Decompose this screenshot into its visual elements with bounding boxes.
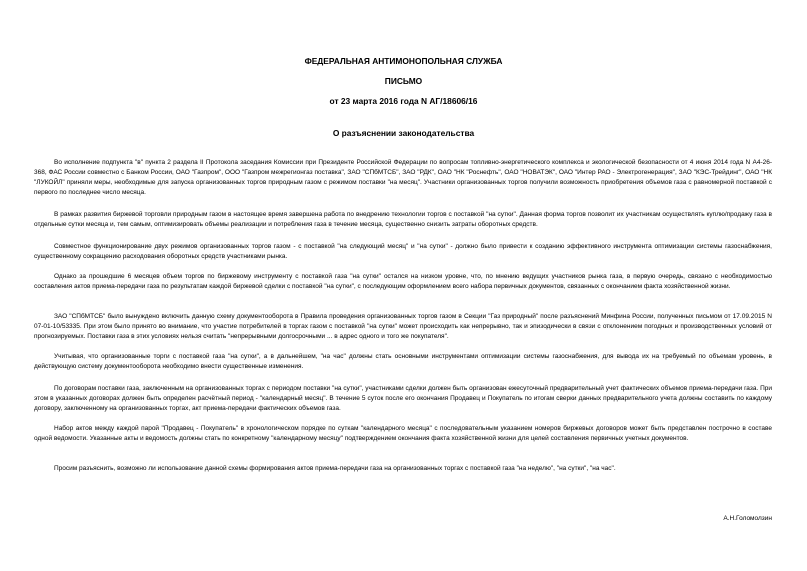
document-type: ПИСЬМО (384, 76, 423, 86)
paragraph-5: ЗАО "СПбМТСБ" было вынуждено включить данную схему документооборота в Правила проведения организованных торгов газом в Секции "Газ природный" после разъяснений Минфина России, полученных письмом от 17.09.2015 N 07-01-10/53335. При этом было принято во внимание, что участие потребителей в торгах газом с поставкой "на сутки" может происходить как непрерывно, так и эпизодически в связи с отклонением погодных и производственных условий от прогнозируемых. Поставки газа в этих условиях нельзя считать "непрерывными долгосрочными ... в адрес одного и того же покупателя". (34, 313, 772, 340)
document-subject: О разъяснении законодательства (332, 128, 475, 138)
paragraph-8: Набор актов между каждой парой "Продавец - Покупатель" в хронологическом порядке по суткам "календарного месяца" с последовательным указанием номеров биржевых договоров может быть представлен построчно в составе одной ведомости. Указанные акты и ведомость должны стать по конкретному "календарному месяцу" подтверждением окончания факта хозяйственной жизни для целей составления первичных учетных документов. (34, 425, 772, 442)
agency-name: ФЕДЕРАЛЬНАЯ АНТИМОНОПОЛЬНАЯ СЛУЖБА (304, 56, 503, 66)
paragraph-6: Учитывая, что организованные торги с поставкой газа "на сутки", а в дальнейшем, "на час" должны стать основными инструментами оптимизации системы газоснабжения, для вывода их на требуемый по объемам уровень, в действующую систему документооборота необходимо внести существенные изменения. (34, 353, 772, 370)
paragraph-7: По договорам поставки газа, заключенным на организованных торгах с периодом поставки "на сутки", участниками сделки должен быть организован ежесуточный предварительный учет фактических объемов приема-передачи газа. При этом в указанных договорах должен быть определен расчётный период - "календарный месяц". В течение 5 суток после его окончания Продавец и Покупатель по итогам сверки данных предварительного учета должны составить по каждому договору, заключенному на организованных торгах, акт приема-передачи фактических объемов газа. (34, 385, 772, 412)
paragraph-1: Во исполнение подпункта "в" пункта 2 раздела II Протокола заседания Комиссии при Президенте Российской Федерации по вопросам топливно-энергетического комплекса и экологической безопасности от 4 июня 2014 года N А4-26-368, ФАС России совместно с Банком России, ОАО "Газпром", ООО "Газпром межрегионгаз поставка", ЗАО "СПбМТСБ", ЗАО "РДК", ОАО "НК "Роснефть", ОАО "НОВАТЭК", ОАО "Интер РАО - Электрогенерация", ЗАО "КЭС-Трейдинг", ОАО "НК "ЛУКОЙЛ" приняли меры, необходимые для запуска организованных торгов природным газом с режимом поставки "на месяц". Участники организованных торгов получили возможность приобретения объемов газа с равномерной поставкой с первого по последнее число месяца. (34, 159, 772, 196)
paragraph-2: В рамках развития биржевой торговли природным газом в настоящее время завершена работа по внедрению технологии торгов с поставкой "на сутки". Данная форма торгов позволит их участникам осуществлять куплю/продажу газа в отдельные сутки месяца и, тем самым, оптимизировать объемы реализации и потребления газа в течение месяца, существенно снизить затраты оборотных средств. (34, 211, 772, 228)
signature: А.Н.Голомолзин (723, 515, 772, 522)
paragraph-9: Просим разъяснить, возможно ли использование данной схемы формирования актов приема-передачи газа на организованных торгах с поставкой газа "на неделю", "на сутки", "на час". (54, 465, 616, 472)
paragraph-3: Совместное функционирование двух режимов организованных торгов газом - с поставкой "на следующий месяц" и "на сутки" - должно было привести к созданию эффективного инструмента оптимизации системы газоснабжения, существенному сокращению расходования оборотных средств участниками рынка. (34, 243, 772, 260)
document-date-number: от 23 марта 2016 года N АГ/18606/16 (329, 96, 478, 106)
paragraph-4: Однако за прошедшие 6 месяцев объем торгов по биржевому инструменту с поставкой газа "на сутки" остался на низком уровне, что, по мнению ведущих участников рынка газа, в первую очередь, связано с необходимостью составления актов приема-передачи газа по результатам каждой биржевой сделки с поставкой "на сутки", с последующим оформлением всего набора первичных документов, связанных с окончанием факта хозяйственной жизни. (34, 273, 772, 290)
